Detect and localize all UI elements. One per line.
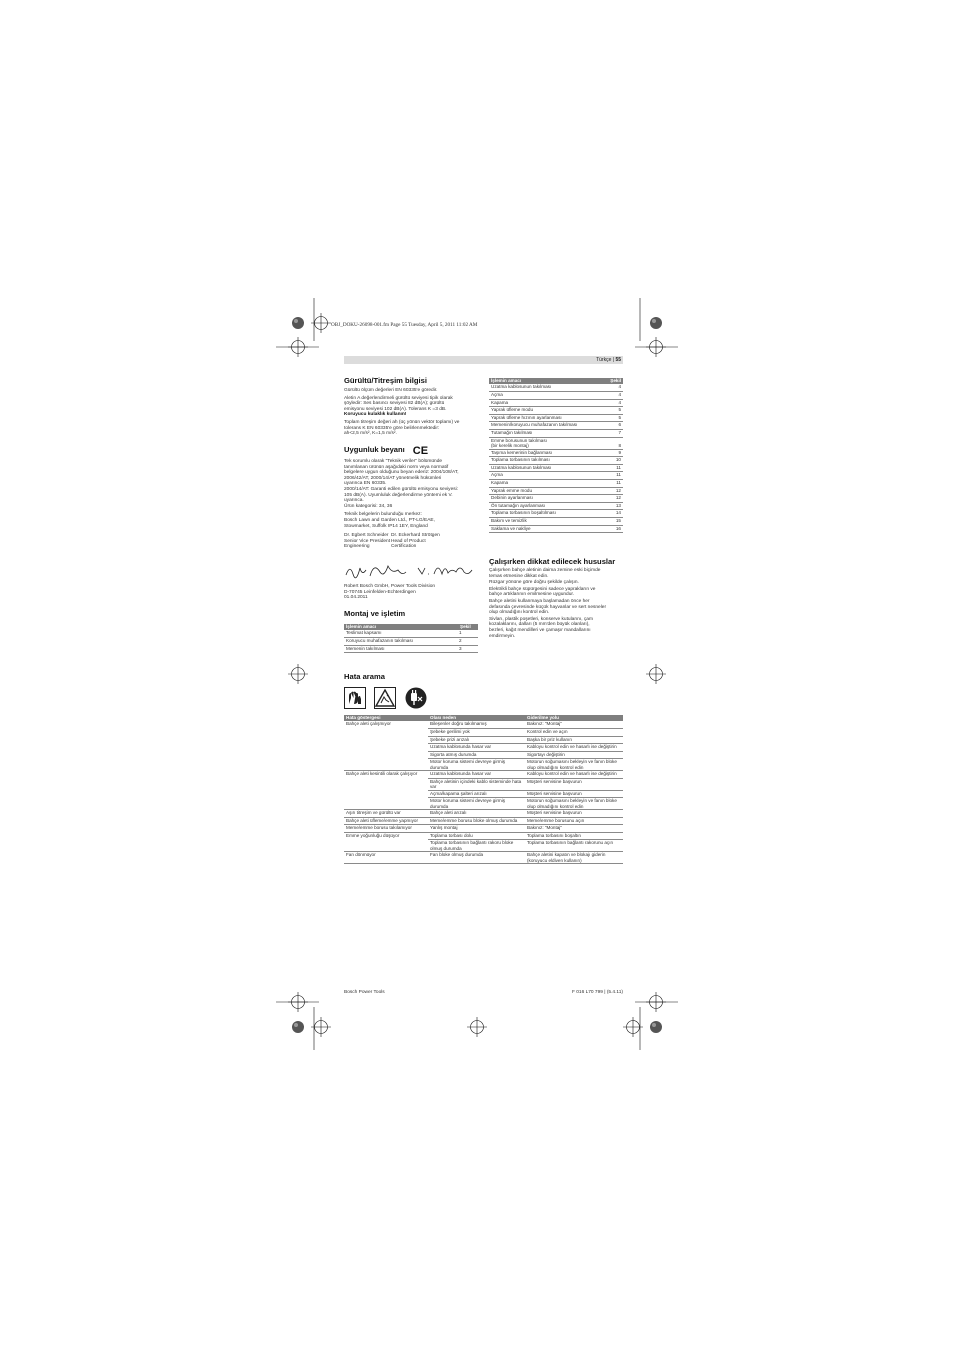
cell bbox=[489, 437, 603, 449]
cell: Ön tutamağın ayarlanması bbox=[489, 502, 603, 510]
footer-code: F 016 L70 799 | (5.4.11) bbox=[571, 990, 623, 995]
cell: 4 bbox=[603, 392, 623, 400]
col-header: Giderilme yolu bbox=[525, 715, 623, 721]
cell: 1 bbox=[458, 630, 478, 637]
cell: Bahçe aletinin içindeki kablo sisteminde hata var bbox=[428, 778, 525, 790]
signer-line: Dr. Eckerhard Strötgen bbox=[391, 533, 440, 539]
cell: Şebeke prizi arızalı bbox=[428, 736, 525, 744]
cell: Koruyucu muhafazanın takılması bbox=[344, 638, 458, 646]
cell: Bahçe aleti kesintili olarak çalışıyor bbox=[346, 771, 418, 777]
note-line: Sivları, plastik poşetleri, konserve kutularını, çam bbox=[489, 616, 593, 622]
col-header: İşlemin amacı bbox=[489, 378, 603, 384]
assembly-section bbox=[344, 609, 478, 653]
cell: Bahçe aletini kapatın ve blokajı giderin (koruyucu eldiven kullanın) bbox=[525, 852, 623, 864]
cell: Toplama torbasını boşaltın bbox=[525, 832, 623, 840]
col-header: Şekil bbox=[458, 624, 478, 630]
table-row bbox=[489, 392, 623, 400]
col-header: Şekil bbox=[603, 378, 623, 384]
cell: Bahçe aleti çalışmıyor bbox=[346, 721, 391, 727]
noise-section bbox=[344, 376, 480, 437]
cell: Kapama bbox=[489, 399, 603, 407]
company-address bbox=[344, 584, 435, 601]
cell: 5 bbox=[603, 407, 623, 415]
work-notes-section bbox=[489, 557, 625, 640]
note-paragraph bbox=[489, 580, 625, 586]
cell: 5 bbox=[603, 414, 623, 422]
conformity-title bbox=[344, 445, 480, 456]
table-row bbox=[489, 422, 623, 430]
cell: Sigorta atmış durumda bbox=[428, 751, 525, 759]
assembly-table bbox=[344, 624, 478, 653]
conformity-section bbox=[344, 445, 480, 550]
note-line: Çalışırken bahçe aletinin daima zemine eski biçimde bbox=[489, 568, 601, 573]
cell: 9 bbox=[603, 449, 623, 457]
cell: Aşırı titreşim ve gürültü var bbox=[344, 810, 428, 818]
noise-text bbox=[344, 388, 480, 437]
cell: Toplama torbasının takılması bbox=[489, 457, 603, 465]
table-row bbox=[344, 744, 623, 752]
tech-file-line: Stowmarket, Suffolk IP14 1EY, England bbox=[344, 523, 428, 529]
work-notes-title: Çalışırken dikkat edilecek hususlar bbox=[489, 557, 616, 566]
cell: Açma bbox=[489, 392, 603, 400]
cell: Başka bir priz kullanın bbox=[525, 736, 623, 744]
table-row bbox=[344, 778, 623, 790]
cell: Memenin takılması bbox=[344, 645, 458, 653]
table-row bbox=[344, 638, 478, 646]
table-row bbox=[344, 852, 623, 864]
signer-1 bbox=[344, 533, 391, 550]
cell: Müşteri servisine başvurun bbox=[525, 778, 623, 790]
table-row bbox=[344, 825, 623, 833]
cell: Teslimat kapsamı bbox=[344, 630, 458, 637]
cell: 13 bbox=[603, 502, 623, 510]
noise-line: Gürültü ölçüm değerleri EN 60335'e göredir. bbox=[344, 388, 438, 393]
cell: Bileşenler doğru takılmamış bbox=[428, 721, 525, 728]
cell: 12 bbox=[603, 487, 623, 495]
cell: Müşteri servisine başvurun bbox=[525, 810, 623, 818]
note-line: olup olmadığını kontrol edin. bbox=[489, 610, 550, 616]
signer-line: Engineering bbox=[344, 544, 370, 550]
cell: Müşteri servisine başvurun bbox=[525, 790, 623, 798]
table-row bbox=[489, 479, 623, 487]
noise-line: ah<2,5 m/s², K=1,5 m/s². bbox=[344, 431, 397, 437]
trouble-title: Hata arama bbox=[344, 672, 385, 681]
cell bbox=[344, 751, 428, 759]
table-row bbox=[344, 810, 623, 818]
cell: Meme/emme borusu bloke olmuş durumda bbox=[428, 817, 525, 825]
cell: Meme/emme borusu takılamıyor bbox=[344, 825, 428, 833]
cell bbox=[344, 729, 428, 737]
table-row bbox=[344, 630, 478, 637]
cell: Taşıma kemerinin bağlanması bbox=[489, 449, 603, 457]
noise-title: Gürültü/Titreşim bilgisi bbox=[344, 376, 427, 385]
cell bbox=[344, 798, 428, 810]
conformity-line: Ürün kategorisi: 34, 36 bbox=[344, 503, 393, 509]
col-header: Hata göstergesi bbox=[344, 715, 428, 721]
note-line: kozalaklarını, dalları (5 mm'den büyük olanları), bbox=[489, 622, 590, 628]
note-line: emdirmeyin. bbox=[489, 633, 516, 639]
note-line: defasında çevresinde küçük hayvanlar ve sert nesneler bbox=[489, 604, 607, 610]
cell: Motorun soğumasını bekleyin ve fanın bloke olup olmadığını kontrol edin bbox=[525, 759, 623, 771]
conformity-text bbox=[344, 459, 480, 529]
table-row bbox=[489, 407, 623, 415]
cell: Fan bloke olmuş durumda bbox=[428, 852, 525, 864]
warning-debris-icon bbox=[374, 687, 396, 709]
cell: Sigortayı değiştirin bbox=[525, 751, 623, 759]
table-row bbox=[489, 517, 623, 525]
safety-icons bbox=[344, 687, 431, 714]
cell bbox=[344, 840, 428, 852]
signers bbox=[344, 533, 480, 550]
cell: Şebeke gerilimi yok bbox=[428, 729, 525, 737]
note-line: Elektrikli bahçe süpürgesini sadece yaprakların ve bbox=[489, 586, 596, 592]
conformity-line: tanımlanan ürünün aşağıdaki norm veya normatif bbox=[344, 464, 449, 470]
cell: Kapama bbox=[489, 479, 603, 487]
cell: Yaprak üfleme hızının ayarlanması bbox=[489, 414, 603, 422]
signer-line: Certification bbox=[391, 544, 417, 550]
footer-brand: Bosch Power Tools bbox=[344, 990, 385, 995]
cell: Toplama torbasının bağlantı rakoru bloke olmuş durumda bbox=[428, 840, 525, 852]
table-row bbox=[344, 729, 623, 737]
table-row bbox=[489, 384, 623, 391]
troubleshooting-table bbox=[344, 715, 623, 864]
table-row bbox=[344, 832, 623, 840]
cell: Bahçe aleti üfleme/emme yapmıyor bbox=[344, 817, 428, 825]
page-header: Türkçe | 55 bbox=[596, 357, 621, 363]
col-header: Olası neden bbox=[428, 715, 525, 721]
table-row bbox=[344, 790, 623, 798]
cell: 15 bbox=[603, 517, 623, 525]
cell: 11 bbox=[603, 464, 623, 472]
cell: Bakınız: "Montaj" bbox=[525, 721, 623, 728]
cell: Emme yoğunluğu düşüyor bbox=[346, 832, 400, 838]
table-row bbox=[489, 449, 623, 457]
table-row bbox=[344, 759, 623, 771]
table-row bbox=[489, 502, 623, 510]
conformity-line: belgelere uygun olduğunu beyan ederiz: 2004/108/AT, bbox=[344, 470, 459, 476]
cell: Motorun soğumasını bekleyin ve fanın bloke olup olmadığını kontrol edin bbox=[525, 798, 623, 810]
page-number: 55 bbox=[615, 357, 621, 363]
cell: 4 bbox=[603, 399, 623, 407]
cell bbox=[344, 759, 428, 771]
cell: Kabloyu kontrol edin ve hasarlı ise değiştirin bbox=[525, 744, 623, 752]
cell bbox=[344, 736, 428, 744]
conformity-line: 105 dB(A). Uyumluluk değerlendirme yöntemi ek V. bbox=[344, 492, 453, 498]
table-row bbox=[344, 771, 623, 779]
note-paragraph bbox=[489, 599, 625, 616]
cell: Debinin ayarlanması bbox=[489, 495, 603, 503]
cell: 14 bbox=[603, 510, 623, 518]
table-row bbox=[489, 525, 623, 533]
cell: Bahçe aleti arızalı bbox=[428, 810, 525, 818]
cell bbox=[344, 744, 428, 752]
cell: 8 bbox=[603, 437, 623, 449]
header-language: Türkçe bbox=[596, 357, 612, 363]
note-line: bezleri, kağıt mendilleri ve çamaşır mandallarını bbox=[489, 627, 591, 633]
cell: Kontrol edin ve açın bbox=[525, 729, 623, 737]
cell: 3 bbox=[458, 645, 478, 653]
table-row bbox=[344, 840, 623, 852]
tech-file-line: Bosch Lawn and Garden Ltd., PT-LG/EAE, bbox=[344, 517, 435, 523]
gloves-icon bbox=[344, 687, 366, 709]
table-row bbox=[489, 487, 623, 495]
conformity-line: 2006/42/AT, 2000/14/AT yönetmelik hükümleri bbox=[344, 475, 442, 481]
cell: Uzatma kablosunda hasar var bbox=[428, 744, 525, 752]
table-row bbox=[344, 645, 478, 653]
cell: 7 bbox=[603, 429, 623, 437]
cell: 16 bbox=[603, 525, 623, 533]
note-line: Rüzgar yönüne göre doğru şekilde çalışın. bbox=[489, 580, 579, 586]
cell: Saklama ve nakliye bbox=[489, 525, 603, 533]
company-line: 01.04.2011 bbox=[344, 595, 368, 601]
cell: Kabloyu kontrol edin ve hasarlı ise değiştirin bbox=[525, 771, 623, 779]
signer-line: Senior Vice President bbox=[344, 538, 391, 544]
cell bbox=[344, 790, 428, 798]
ce-mark-logo: CE bbox=[412, 445, 429, 457]
cell: Açma/kapama şalteri arızalı bbox=[428, 790, 525, 798]
noise-line: emisyonu seviyesi 102 dB(A). Tolerans K =3 dB. bbox=[344, 406, 447, 412]
table-row bbox=[489, 414, 623, 422]
cell: 12 bbox=[603, 495, 623, 503]
table-row bbox=[344, 736, 623, 744]
conformity-line: uyarınca. bbox=[344, 498, 364, 504]
cell: Yanlış montaj bbox=[428, 825, 525, 833]
cell: Memenin/koruyucu muhafazanın takılması bbox=[489, 422, 603, 430]
table-row bbox=[489, 464, 623, 472]
cell-line: Emme borusunun takılması bbox=[491, 437, 547, 443]
note-paragraph bbox=[489, 617, 625, 639]
note-paragraph bbox=[489, 587, 625, 598]
cell: Yaprak üfleme modu bbox=[489, 407, 603, 415]
cell: Uzatma kablosunun takılması bbox=[489, 464, 603, 472]
noise-line: Aletin A değerlendirmeli gürültü seviyesi tipik olarak bbox=[344, 395, 453, 401]
company-line: Robert Bosch GmbH, Power Tools Division bbox=[344, 584, 436, 589]
table-row bbox=[344, 798, 623, 810]
signer-line: Dr. Egbert Schneider bbox=[344, 533, 389, 539]
cell: Fan dönmüyor bbox=[344, 852, 428, 864]
note-line: Bahçe aletini kullanmaya başlamadan önce her bbox=[489, 598, 590, 604]
col-header: İşlemin amacı bbox=[344, 624, 458, 630]
cell: 11 bbox=[603, 479, 623, 487]
conformity-title-text: Uygunluk beyanı bbox=[344, 445, 405, 454]
cell: Bakınız: "Montaj" bbox=[525, 825, 623, 833]
note-paragraph bbox=[489, 568, 625, 579]
cell: 6 bbox=[603, 422, 623, 430]
cell: Tutamağın takılması bbox=[489, 429, 603, 437]
cell: Motor koruma sistemi devreye girmiş durumda bbox=[428, 759, 525, 771]
header-bar bbox=[344, 356, 623, 364]
cell: Bakım ve temizlik bbox=[489, 517, 603, 525]
work-notes-text bbox=[489, 568, 625, 639]
table-row bbox=[344, 721, 623, 728]
cell: 10 bbox=[603, 457, 623, 465]
cell: Toplama torbası dolu bbox=[428, 832, 525, 840]
table-row bbox=[344, 817, 623, 825]
cell: Toplama torbasının bağlantı rakorunu açın bbox=[525, 840, 623, 852]
table-row bbox=[489, 457, 623, 465]
noise-line: şöyledir: Ses basıncı seviyesi 82 dB(A); gürültü bbox=[344, 401, 445, 407]
table-row bbox=[489, 510, 623, 518]
cell-line: (bir kerelik montaj) bbox=[491, 442, 529, 448]
table-row bbox=[489, 472, 623, 480]
cell: Açma bbox=[489, 472, 603, 480]
noise-warning: Koruyucu kulaklık kullanın! bbox=[344, 412, 407, 418]
cell: Toplama torbasının boşaltılması bbox=[489, 510, 603, 518]
conformity-line: Tek sorumlu olarak "Teknik veriler" bölümünde bbox=[344, 459, 443, 464]
cell bbox=[344, 778, 428, 790]
tech-file-line: Teknik belgelerin bulunduğu merkez: bbox=[344, 512, 422, 518]
cell: 2 bbox=[458, 638, 478, 646]
signer-2 bbox=[391, 533, 440, 550]
noise-line: Toplam titreşim değeri ah (üç yönün vektör toplamı) ve bbox=[344, 419, 460, 425]
cell: 4 bbox=[603, 384, 623, 391]
cell: 11 bbox=[603, 472, 623, 480]
note-line: temas etmesine dikkat edin. bbox=[489, 573, 549, 579]
signatures-image bbox=[344, 560, 474, 582]
table-row bbox=[489, 495, 623, 503]
company-line: D-70745 Leinfelden-Echterdingen bbox=[344, 589, 416, 595]
unplug-icon bbox=[405, 687, 427, 709]
conformity-line: uyarınca EN 60335. bbox=[344, 481, 387, 487]
assembly-title: Montaj ve işletim bbox=[344, 609, 406, 618]
cell: Yaprak emme modu bbox=[489, 487, 603, 495]
trouble-title-wrap bbox=[344, 672, 385, 681]
table-row bbox=[489, 429, 623, 437]
cell: Meme/emme borusunu açın bbox=[525, 817, 623, 825]
note-line: bahçe artıklarının emilmesine uygundur. bbox=[489, 592, 575, 598]
cell: Uzatma kablosunun takılması bbox=[489, 384, 603, 391]
print-slug: OBJ_DOKU-26098-001.fm Page 55 Tuesday, April 5, 2011 11:02 AM bbox=[331, 322, 478, 328]
cell: Motor koruma sistemi devreye girmiş durumda bbox=[428, 798, 525, 810]
signer-line: Head of Product bbox=[391, 538, 426, 544]
noise-line: tolerans K EN 60335'e göre belirlenmektedir: bbox=[344, 425, 440, 431]
table-row bbox=[344, 751, 623, 759]
table-row bbox=[489, 437, 623, 449]
operations-table bbox=[489, 378, 623, 533]
table-row bbox=[489, 399, 623, 407]
cell: Uzatma kablosunda hasar var bbox=[428, 771, 525, 779]
conformity-line: 2000/14/AT: Garanti edilen gürültü emisyonu seviyesi: bbox=[344, 486, 459, 492]
